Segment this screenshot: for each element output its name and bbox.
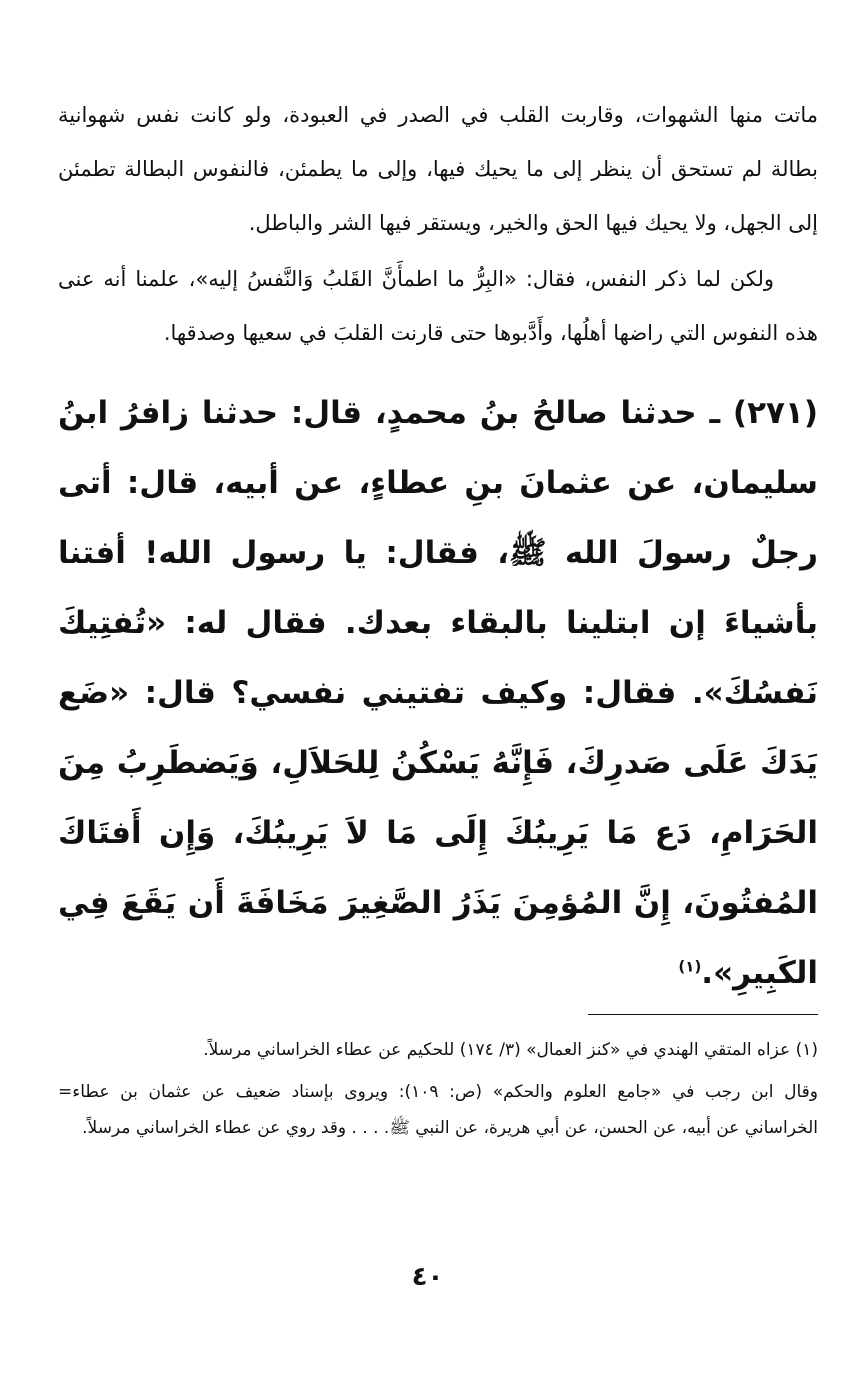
paragraph-1: ماتت منها الشهوات، وقاربت القلب في الصدر في العبودة، ولو كانت نفس شهوانية بطالة لم تستحق أن ينظر إلى ما يحيك فيها، وإلى ما يطمئن، فالنفوس البطالة تطمئن إلى الجهل، ولا يحيك فيها الحق والخير، ويستقر فيها الشر والباطل. [58,103,818,235]
page-number: ٤٠ [411,1262,444,1292]
footnote-1-continued [58,1074,818,1146]
footnote-reference: (١) [678,957,702,976]
paragraph-2: ولكن لما ذكر النفس، فقال: «البِرُّ ما اطمأَنَّ القَلبُ وَالنَّفسُ إليه»، علمنا أنه عنى هذه النفوس التي راضها أهلُها، وأَدَّبوها حتى قارنت القلبَ في سعيها وصدقها. [58,267,818,345]
continuation-mark: = [58,1082,73,1102]
footnote-separator [588,1014,818,1015]
hadith-number: (٢٧١) ـ [709,395,819,431]
footnote-1: (١) عزاه المتقي الهندي في «كنز العمال» (٣/ ١٧٤) للحكيم عن عطاء الخراساني مرسلاً. [203,1040,818,1060]
hadith-271 [58,378,818,1008]
page-body [58,88,818,1008]
footnote-1-continued-text: وقال ابن رجب في «جامع العلوم والحكم» (ص: ١٠٩): ويروى بإسناد ضعيف عن عثمان بن عطاء الخراساني عن أبيه، عن الحسن، عن أبي هريرة، عن النبي ﷺ. . . . وقد روي عن عطاء الخراساني مرسلاً. [72,1082,818,1138]
hadith-text: حدثنا صالحُ بنُ محمدٍ، قال: حدثنا زافرُ ابنُ سليمان، عن عثمانَ بنِ عطاءٍ، عن أبيه، قال: أتى رجلٌ رسولَ الله ﷺ، فقال: يا رسول الله! أفتنا بأشياءَ إن ابتلينا بالبقاء بعدك. فقال له: «تُفتِيكَ نَفسُكَ». فقال: وكيف تفتيني نفسي؟ قال: «ضَع يَدَكَ عَلَى صَدرِكَ، فَإِنَّهُ يَسْكُنُ لِلحَلاَلِ، وَيَضطَرِبُ مِنَ الحَرَامِ، دَع مَا يَرِيبُكَ إِلَى مَا لاَ يَرِيبُكَ، وَإِن أَفتَاكَ المُفتُونَ، إِنَّ المُؤمِنَ يَذَرُ الصَّغِيرَ مَخَافَةَ أَن يَقَعَ فِي الكَبِيرِ». [58,395,818,991]
footnotes [58,1032,818,1146]
